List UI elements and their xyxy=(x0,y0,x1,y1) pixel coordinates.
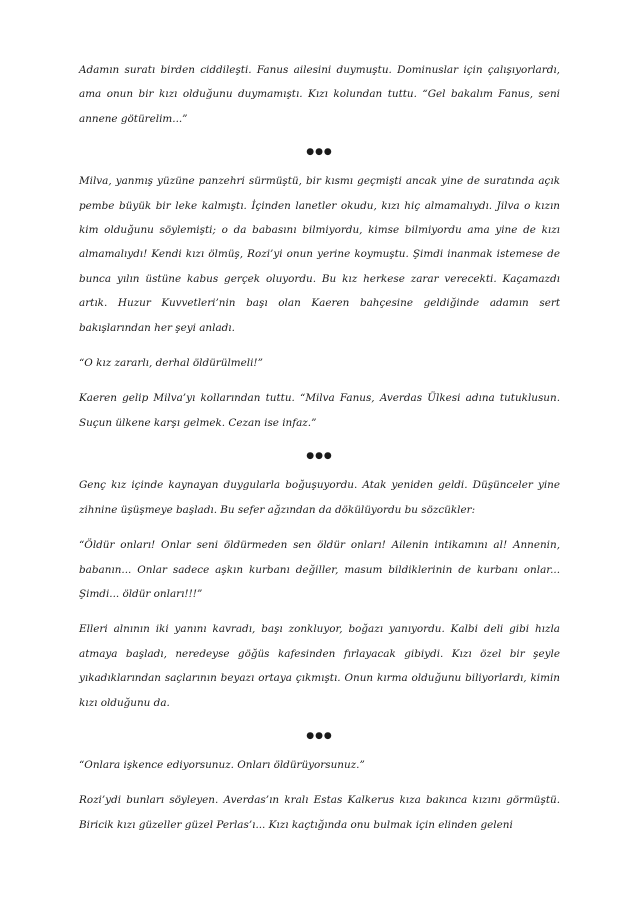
paragraph: “Onlara işkence ediyorsunuz. Onları öldürüyorsunuz.” xyxy=(79,758,365,771)
paragraph: Kaeren gelip Milva’yı kollarından tuttu. “Milva Fanus, Averdas Ülkesi adına tutuklusun. Suçun ülkene karşı gelmek. Cezan ise infaz.” xyxy=(79,392,560,429)
document-page xyxy=(79,58,560,848)
paragraph: Milva, yanmış yüzüne panzehri sürmüştü, bir kısmı geçmişti ancak yine de suratında açık pembe büyük bir leke kalmıştı. İçinden lanetler okudu, kızı hiç almamalıydı. Jilva o kızın kim olduğunu söylemişti; o da babasını bilmiyordu, kimse bilmiyordu ama yine de kızı almamalıydı! Kendi kızı ölmüş, Rozi’yi onun yerine koymuştu. Şimdi inanmak istemese de bunca yılın üstüne kabus gerçek oluyordu. Bu kız herkese zarar verecekti. Kaçamazdı artık. Huzur Kuvvetleri’nin başı olan Kaeren bahçesine geldiğinde adamın sert bakışlarından her şeyi anladı. xyxy=(79,175,560,334)
paragraph: “O kız zararlı, derhal öldürülmeli!” xyxy=(79,357,263,370)
separator-dots: ●●● xyxy=(306,451,333,462)
paragraph: Adamın suratı birden ciddileşti. Fanus ailesini duymuştu. Dominuslar için çalışıyorlardı, ama onun bir kızı olduğunu duymamıştı. Kızı kolundan tuttu. “Gel bakalım Fanus, seni annene götürelim...” xyxy=(79,64,560,125)
paragraph: “Öldür onları! Onlar seni öldürmeden sen öldür onları! Ailenin intikamını al! Annenin, babanın... Onlar sadece aşkın kurbanı değiller, masum bildiklerinin de kurbanı onlar... Şimdi... öldür onları!!!” xyxy=(79,539,560,600)
separator-dots: ●●● xyxy=(306,730,333,741)
paragraph: Rozi’ydi bunları söyleyen. Averdas’ın kralı Estas Kalkerus kıza bakınca kızını görmüştü. Biricik kızı güzeller güzel Perlas’ı... Kızı kaçtığında onu bulmak için elinden geleni xyxy=(79,794,560,831)
paragraph: Elleri alnının iki yanını kavradı, başı zonkluyor, boğazı yanıyordu. Kalbi deli gibi hızla atmaya başladı, neredeyse göğüs kafesinden fırlayacak gibiydi. Kızı özel bir şeyle yıkadıklarından saçlarının beyazı ortaya çıkmıştı. Onun kırma olduğunu biliyorlardı, kimin kızı olduğunu da. xyxy=(79,623,560,709)
section-separator xyxy=(79,142,560,160)
paragraph: Genç kız içinde kaynayan duygularla boğuşuyordu. Atak yeniden geldi. Düşünceler yine zihnine üşüşmeye başladı. Bu sefer ağzından da dökülüyordu bu sözcükler: xyxy=(79,479,560,516)
section-separator xyxy=(79,446,560,464)
section-separator xyxy=(79,726,560,744)
separator-dots: ●●● xyxy=(306,147,333,158)
